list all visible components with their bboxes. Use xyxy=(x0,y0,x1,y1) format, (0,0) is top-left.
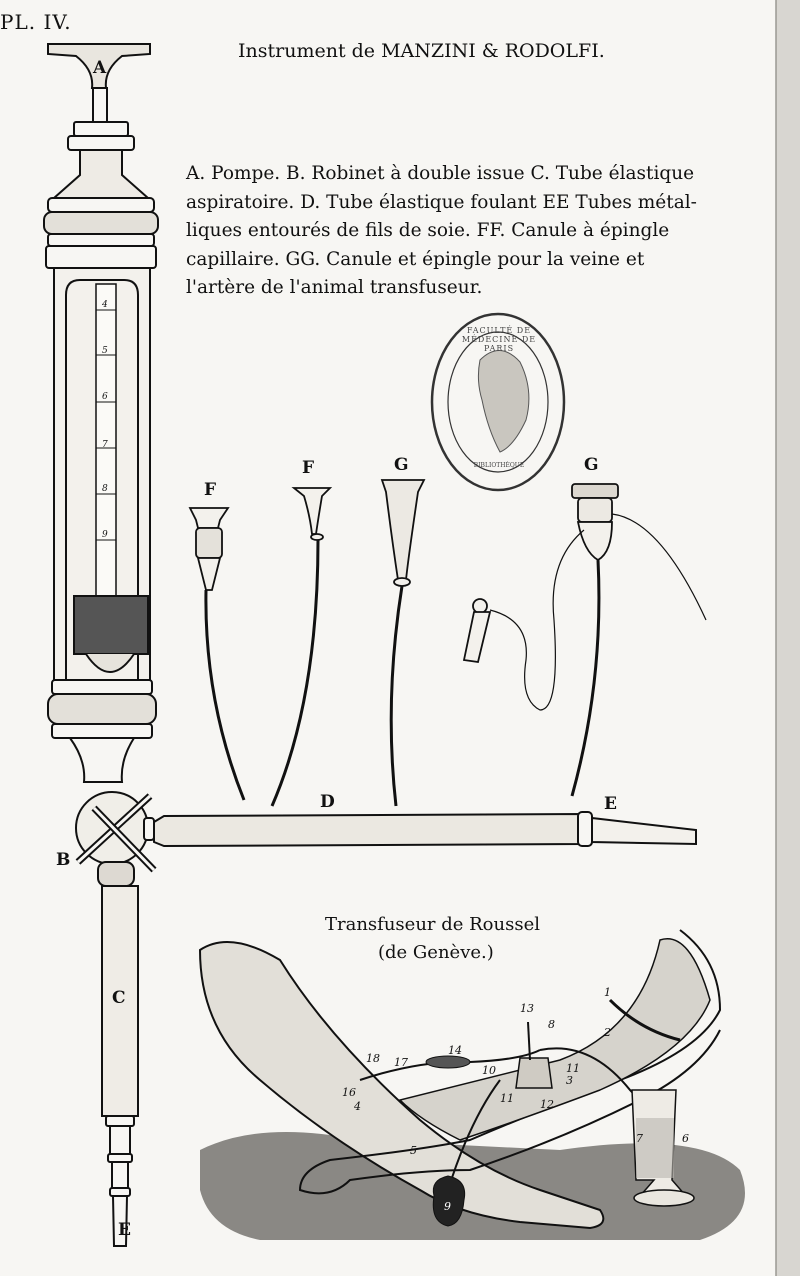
label-e-bottom: E xyxy=(118,1220,131,1240)
figure-number: 12 xyxy=(540,1098,554,1111)
label-b: B xyxy=(56,850,71,870)
needles-drawing xyxy=(190,480,706,806)
scale-number: 9 xyxy=(102,530,108,540)
plate-title: Instrument de MANZINI & RODOLFI. xyxy=(238,40,605,62)
figure-number: 18 xyxy=(366,1052,380,1065)
roussel-drawing xyxy=(200,930,745,1240)
figure-number: 3 xyxy=(566,1074,573,1087)
figure-number: 4 xyxy=(354,1100,361,1113)
legend-line: aspiratoire. D. Tube élastique foulant EE Tubes métal- xyxy=(186,191,697,213)
figure-number: 8 xyxy=(548,1018,555,1031)
figure-number: 14 xyxy=(448,1044,462,1057)
figure-number: 11 xyxy=(566,1062,580,1075)
roussel-caption: Transfuseur de Roussel xyxy=(325,914,540,935)
scale-number: 7 xyxy=(102,440,108,450)
figure-legend xyxy=(186,160,766,303)
label-d: D xyxy=(320,792,335,812)
legend-line: liques entourés de fils de soie. FF. Canule à épingle xyxy=(186,220,670,241)
legend-line: capillaire. GG. Canule et épingle pour la veine et xyxy=(186,248,645,270)
figure-number: 16 xyxy=(342,1086,356,1099)
roussel-caption-sub: (de Genève.) xyxy=(378,942,494,963)
figure-number: 7 xyxy=(636,1132,643,1145)
label-f1: F xyxy=(204,480,217,500)
label-a: A xyxy=(93,58,107,78)
figure-number: 6 xyxy=(682,1132,689,1145)
plate-number: PL. IV. xyxy=(0,10,72,34)
figure-number: 5 xyxy=(410,1144,417,1157)
legend-line: l'artère de l'animal transfuseur. xyxy=(186,277,483,298)
stamp-text: FACULTÉ DE MÉDECINE DE PARIS xyxy=(461,326,537,353)
figure-number: 9 xyxy=(444,1200,451,1213)
label-c: C xyxy=(112,988,126,1008)
label-g2: G xyxy=(584,455,599,475)
label-f2: F xyxy=(302,458,315,478)
scale-number: 4 xyxy=(102,300,108,310)
label-g1: G xyxy=(394,455,409,475)
label-e-right: E xyxy=(604,794,617,814)
figure-number: 11 xyxy=(500,1092,514,1105)
legend-line: A. Pompe. B. Robinet à double issue C. Tube élastique xyxy=(186,163,695,184)
stamp-subtext: BIBLIOTHÈQUE xyxy=(473,462,525,469)
scale-number: 5 xyxy=(102,346,108,356)
figure-number: 13 xyxy=(520,1002,534,1015)
figure-number: 10 xyxy=(482,1064,496,1077)
scale-number: 6 xyxy=(102,392,108,402)
scale-number: 8 xyxy=(102,484,108,494)
figure-number: 17 xyxy=(394,1056,408,1069)
figure-number: 1 xyxy=(604,986,611,999)
page-edge-shadow xyxy=(776,0,800,1276)
figure-number: 2 xyxy=(604,1026,611,1039)
